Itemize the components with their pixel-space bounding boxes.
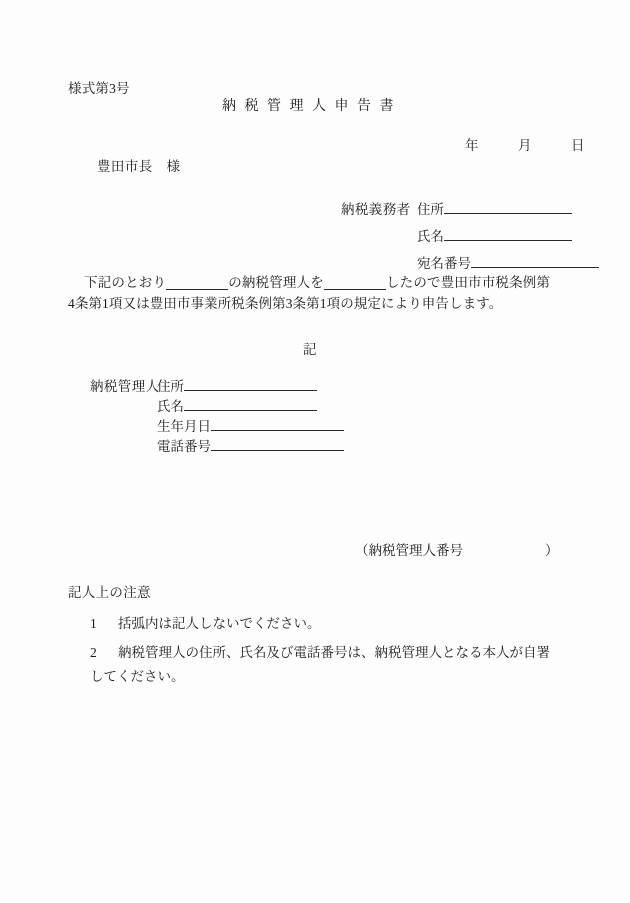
manager-address-row xyxy=(157,375,317,395)
taxpayer-addressee-number-input[interactable] xyxy=(471,266,599,268)
manager-name-input[interactable] xyxy=(184,409,317,411)
note-number: 2 xyxy=(90,645,97,660)
taxpayer-addressee-number-row xyxy=(417,252,599,272)
manager-phone-row xyxy=(157,435,344,455)
manager-birthdate-label: 生年月日 xyxy=(157,419,211,434)
manager-address-label: 住所 xyxy=(157,379,184,394)
note-item xyxy=(90,612,321,636)
manager-name-row xyxy=(157,395,317,415)
declaration-tail: したので豊田市市税条例第4条第1項又は豊田市事業所税条例第3条第1項の規定により申告します。 xyxy=(68,275,551,311)
manager-phone-input[interactable] xyxy=(211,449,344,451)
manager-number-parenthetical xyxy=(355,539,559,559)
manager-number-open-paren: （納税管理人番号 xyxy=(355,543,463,558)
declaration-blank-2[interactable] xyxy=(324,289,386,290)
manager-phone-label: 電話番号 xyxy=(157,439,211,454)
declaration-lead: 下記のとおり xyxy=(84,275,167,290)
taxpayer-address-input[interactable] xyxy=(444,212,572,214)
manager-name-label: 氏名 xyxy=(157,399,184,414)
notes-heading: 記人上の注意 xyxy=(68,585,151,600)
declaration-paragraph xyxy=(68,272,550,314)
addressee-line: 豊田市長 様 xyxy=(97,159,181,174)
ki-marker: 記 xyxy=(303,342,317,357)
taxpayer-section-label: 納税義務者 xyxy=(341,202,411,217)
taxpayer-name-label: 氏名 xyxy=(417,229,444,244)
declaration-mid: の納税管理人を xyxy=(228,275,324,290)
taxpayer-addressee-number-label: 宛名番号 xyxy=(417,256,471,271)
taxpayer-address-label: 住所 xyxy=(417,202,444,217)
note-text: 括弧内は記人しないでください。 xyxy=(118,616,321,631)
form-number-label: 様式第3号 xyxy=(68,81,130,96)
note-text: 納税管理人の住所、氏名及び電話番号は、納税管理人となる本人が自署してください。 xyxy=(90,645,550,684)
taxpayer-name-row xyxy=(417,225,572,245)
manager-section-label: 納税管理人 xyxy=(90,379,160,394)
taxpayer-address-row xyxy=(417,198,572,218)
document-title: 納税管理人申告書 xyxy=(222,99,402,114)
manager-birthdate-input[interactable] xyxy=(211,429,344,431)
manager-birthdate-row xyxy=(157,415,344,435)
taxpayer-name-input[interactable] xyxy=(444,239,572,241)
note-item xyxy=(90,641,550,689)
declaration-blank-1[interactable] xyxy=(166,289,228,290)
date-line: 年 月 日 xyxy=(465,138,598,153)
manager-number-close-paren: ） xyxy=(545,543,559,558)
manager-address-input[interactable] xyxy=(184,389,317,391)
note-number: 1 xyxy=(90,616,97,631)
